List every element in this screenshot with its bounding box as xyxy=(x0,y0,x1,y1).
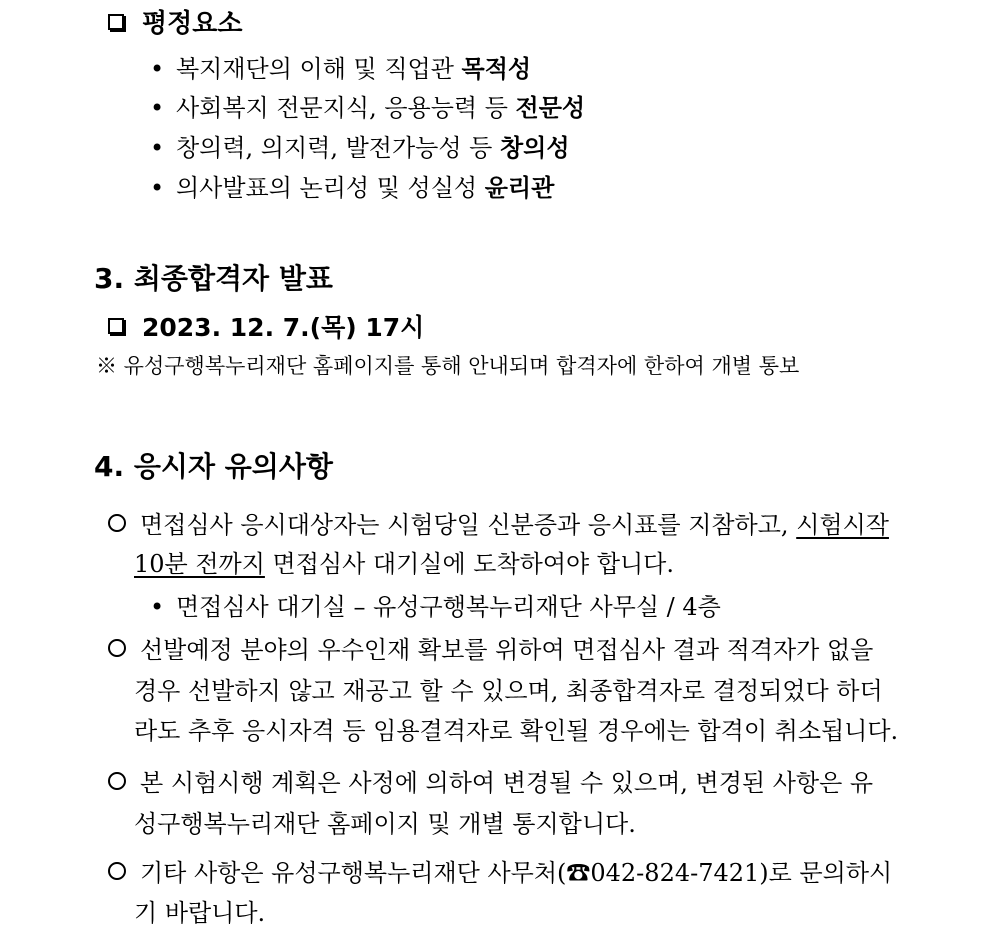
notice-subitem xyxy=(150,592,721,622)
dot-bullet-icon: • xyxy=(150,55,165,83)
dot-bullet-icon: • xyxy=(150,94,165,122)
square-bullet-icon xyxy=(108,14,124,30)
eval-title-row xyxy=(108,8,242,40)
circle-bullet-icon xyxy=(108,639,126,657)
square-bullet-icon xyxy=(108,318,124,334)
notice-line: 경우 선발하지 않고 재공고 할 수 있으며, 최종합격자로 결정되었다 하더 xyxy=(134,677,883,705)
eval-item-keyword: 창의성 xyxy=(499,134,570,162)
notice-text: 선발예정 분야의 우수인재 확보를 위하여 면접심사 결과 적격자가 없을 xyxy=(140,636,874,664)
notice-item xyxy=(108,858,892,888)
notice-text: 본 시험시행 계획은 사정에 의하여 변경될 수 있으며, 변경된 사항은 유 xyxy=(140,769,874,797)
notice-item xyxy=(108,635,873,665)
notice-underlined-text: 10분 전까지 xyxy=(134,550,265,578)
notice-text: 면접심사 대기실에 도착하여야 합니다. xyxy=(264,550,674,578)
eval-item-text: 의사발표의 논리성 및 성실성 xyxy=(176,174,485,202)
notice-line: 라도 추후 응시자격 등 임용결격자로 확인될 경우에는 합격이 취소됩니다. xyxy=(134,717,899,745)
circle-bullet-icon xyxy=(108,514,126,532)
notice-underlined-text: 시험시작 xyxy=(796,511,889,539)
notice-line xyxy=(134,549,674,579)
eval-title: 평정요소 xyxy=(142,9,243,39)
notice-item xyxy=(108,768,873,798)
notice-text: 기타 사항은 유성구행복누리재단 사무처(☎042-824-7421)로 문의하시 xyxy=(140,859,893,887)
announce-date: 2023. 12. 7.(목) 17시 xyxy=(142,313,425,342)
dot-bullet-icon: • xyxy=(150,593,165,621)
eval-item-text: 창의력, 의지력, 발전가능성 등 xyxy=(176,134,500,162)
section4-heading: 4. 응시자 유의사항 xyxy=(94,450,333,483)
eval-item-keyword: 전문성 xyxy=(515,94,586,122)
notice-line: 기 바랍니다. xyxy=(134,899,266,927)
dot-bullet-icon: • xyxy=(150,134,165,162)
announce-note: ※ 유성구행복누리재단 홈페이지를 통해 안내되며 합격자에 한하여 개별 통보 xyxy=(96,354,800,378)
announce-date-row xyxy=(108,313,424,343)
eval-item xyxy=(150,93,585,123)
circle-bullet-icon xyxy=(108,862,126,880)
eval-item xyxy=(150,133,570,163)
eval-item xyxy=(150,173,554,203)
notice-line: 성구행복누리재단 홈페이지 및 개별 통지합니다. xyxy=(134,810,636,838)
notice-item xyxy=(108,510,889,540)
eval-item-text: 사회복지 전문지식, 응용능력 등 xyxy=(176,94,516,122)
eval-item-keyword: 목적성 xyxy=(461,55,532,83)
section3-heading: 3. 최종합격자 발표 xyxy=(94,262,333,295)
eval-item-text: 복지재단의 이해 및 직업관 xyxy=(176,55,462,83)
circle-bullet-icon xyxy=(108,772,126,790)
dot-bullet-icon: • xyxy=(150,174,165,202)
notice-sub-text: 면접심사 대기실 – 유성구행복누리재단 사무실 / 4층 xyxy=(176,593,721,621)
notice-text: 면접심사 응시대상자는 시험당일 신분증과 응시표를 지참하고, xyxy=(140,511,789,539)
eval-item-keyword: 윤리관 xyxy=(484,174,555,202)
eval-item xyxy=(150,54,531,84)
